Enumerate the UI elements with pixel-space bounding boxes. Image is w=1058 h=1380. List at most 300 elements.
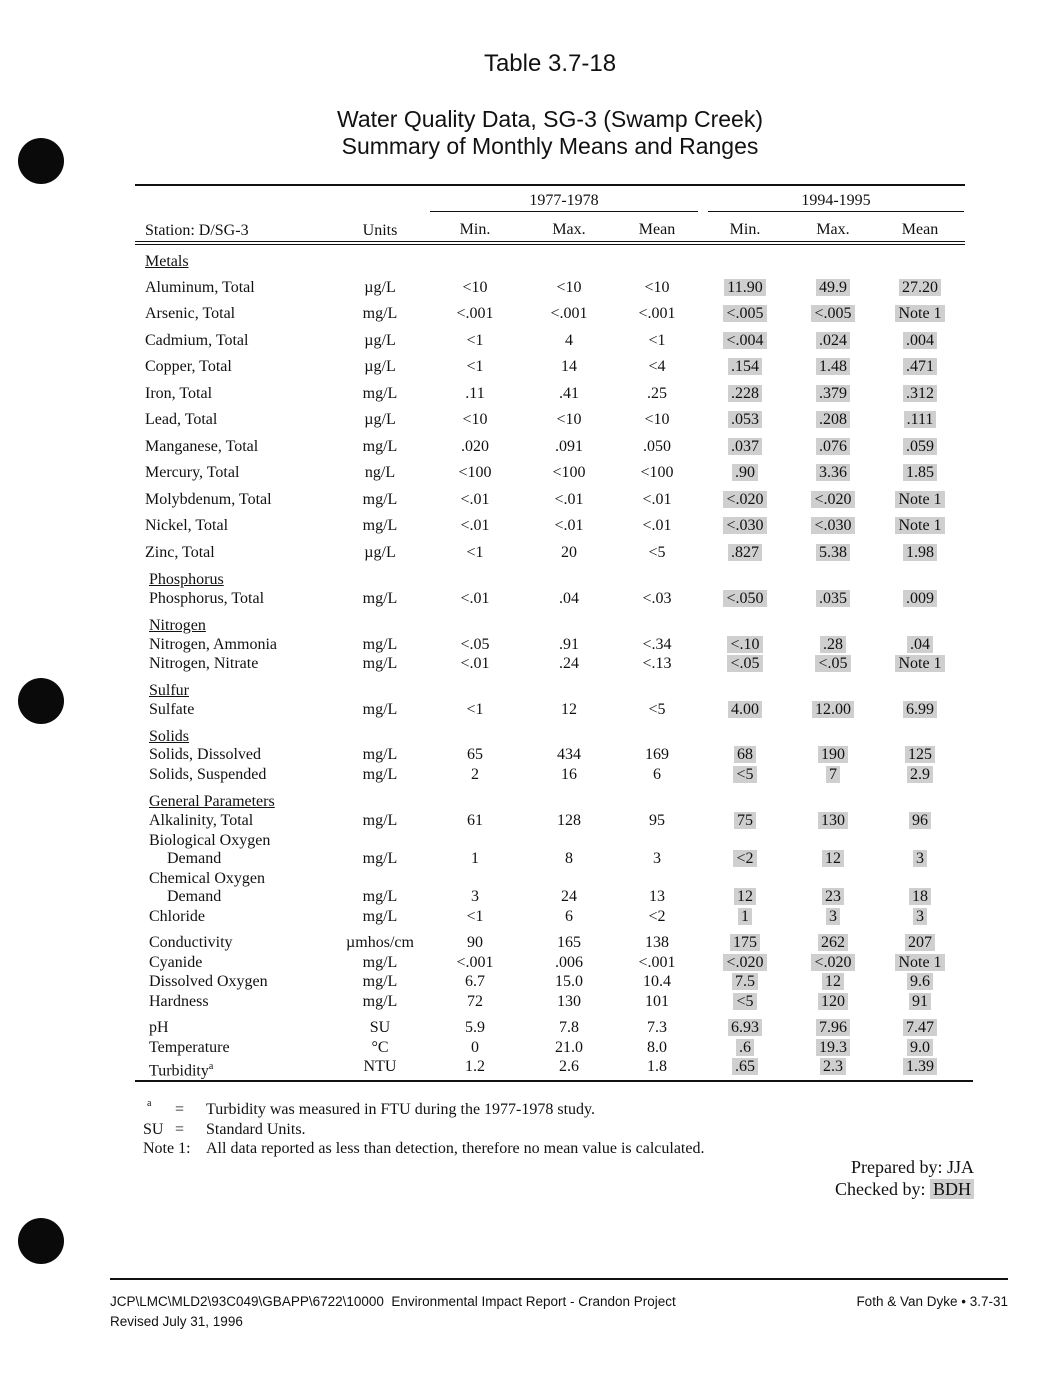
value-text: <.020	[723, 954, 766, 971]
value-text: .91	[559, 636, 579, 653]
row-value	[875, 1039, 965, 1057]
row-label	[149, 973, 268, 991]
value-text: 20	[561, 544, 577, 561]
row-label	[149, 766, 266, 784]
value-text: 7.47	[903, 1019, 937, 1036]
value-text: 12	[734, 888, 756, 905]
value-text: 21.0	[555, 1039, 583, 1056]
row-value	[875, 1019, 965, 1037]
row-value	[612, 812, 702, 830]
row-value	[430, 934, 520, 952]
row-value	[875, 908, 965, 926]
row-value	[788, 517, 878, 535]
value-text: 12.00	[812, 701, 854, 718]
value-text: 8	[565, 850, 573, 867]
value-text: <10	[644, 279, 670, 296]
value-text: .04	[559, 590, 579, 607]
footnote-su-key: SU	[143, 1121, 164, 1138]
value-text: 1.98	[903, 544, 937, 561]
footnote-note1-key: Note 1:	[143, 1140, 191, 1157]
row-value	[788, 973, 878, 991]
row-units: mg/L	[362, 954, 398, 971]
row-units: ng/L	[364, 464, 396, 481]
row-value	[700, 908, 790, 926]
row-label	[149, 832, 270, 850]
value-text: <.01	[554, 517, 584, 534]
row-label-text: Iron, Total	[145, 385, 213, 402]
value-text: .25	[647, 385, 667, 402]
value-text: 75	[734, 812, 756, 829]
row-label	[149, 1019, 169, 1037]
row-label	[149, 954, 202, 972]
row-value	[430, 746, 520, 764]
row-value	[612, 766, 702, 784]
value-text: 9.6	[907, 973, 933, 990]
value-text: 4	[565, 332, 573, 349]
row-value	[612, 850, 702, 868]
row-label-text: Phosphorus, Total	[149, 590, 265, 607]
value-text: .208	[816, 411, 850, 428]
row-value	[612, 464, 702, 482]
value-text: .65	[732, 1058, 758, 1075]
row-label	[145, 305, 235, 323]
row-value	[430, 305, 520, 323]
row-value	[612, 746, 702, 764]
value-text: 1.8	[647, 1058, 667, 1075]
row-value	[788, 385, 878, 403]
row-value	[524, 746, 614, 764]
value-text: 2.9	[907, 766, 933, 783]
value-text: .035	[816, 590, 850, 607]
row-label	[145, 464, 239, 482]
value-text: 7.3	[647, 1019, 667, 1036]
value-text: 61	[467, 812, 483, 829]
footer-title: Environmental Impact Report - Crandon Project	[391, 1294, 676, 1309]
row-label-text: Turbidity	[149, 1062, 209, 1080]
row-value	[612, 332, 702, 350]
row-value	[524, 358, 614, 376]
col-header-max-1977: Max.	[552, 221, 586, 238]
row-value	[612, 908, 702, 926]
row-value	[612, 954, 702, 972]
row-label-text: Arsenic, Total	[145, 305, 236, 322]
row-label-text: Biological Oxygen	[149, 832, 271, 849]
value-text: <10	[556, 411, 582, 428]
value-text: <1	[648, 332, 666, 349]
value-text: <.030	[723, 517, 766, 534]
value-text: 2.6	[559, 1058, 579, 1075]
value-text: 14	[561, 358, 577, 375]
value-text: .006	[555, 954, 583, 971]
checked-by-label: Checked by:	[835, 1179, 926, 1199]
row-value	[612, 544, 702, 562]
value-text: 1.39	[903, 1058, 937, 1075]
value-text: 23	[822, 888, 844, 905]
row-units: mg/L	[362, 908, 398, 925]
row-value	[612, 1039, 702, 1057]
row-value	[700, 850, 790, 868]
row-label	[149, 812, 253, 830]
value-text: .050	[643, 438, 671, 455]
row-value	[524, 888, 614, 906]
row-value	[524, 908, 614, 926]
value-text: <.020	[811, 491, 854, 508]
row-label-text: Mercury, Total	[145, 464, 240, 481]
value-text: 72	[467, 993, 483, 1010]
value-text: 165	[557, 934, 581, 951]
row-value	[612, 701, 702, 719]
row-units: µg/L	[364, 279, 396, 296]
row-value	[700, 279, 790, 297]
row-value	[788, 590, 878, 608]
row-units: mg/L	[362, 766, 398, 783]
row-units: µg/L	[364, 332, 396, 349]
row-value	[700, 332, 790, 350]
value-text: 1	[471, 850, 479, 867]
value-text: 130	[557, 993, 581, 1010]
value-text: 3	[826, 908, 840, 925]
row-value	[788, 411, 878, 429]
row-value	[788, 464, 878, 482]
value-text: 5.38	[816, 544, 850, 561]
value-text: <4	[648, 358, 666, 375]
row-units: mg/L	[362, 850, 398, 867]
value-text: .827	[728, 544, 762, 561]
row-value	[430, 464, 520, 482]
value-text: 434	[557, 746, 581, 763]
row-label-text: Temperature	[149, 1039, 230, 1056]
col-header-mean-1977: Mean	[638, 221, 676, 238]
footnote-a-eq: =	[175, 1101, 185, 1118]
row-label-text: Cadmium, Total	[145, 332, 249, 349]
row-value	[788, 1039, 878, 1057]
value-text: 130	[818, 812, 848, 829]
row-value	[524, 812, 614, 830]
row-value	[700, 934, 790, 952]
row-label-text: Nitrogen, Ammonia	[149, 636, 277, 653]
row-value	[788, 850, 878, 868]
section-heading: Metals	[145, 253, 189, 270]
value-text: 49.9	[816, 279, 850, 296]
value-text: .091	[555, 438, 583, 455]
period-1-rule	[430, 211, 698, 212]
row-units: µmhos/cm	[346, 934, 414, 951]
checked-by-initials: BDH	[930, 1179, 974, 1199]
row-units: mg/L	[362, 701, 398, 718]
row-value	[700, 544, 790, 562]
value-text: 13	[649, 888, 665, 905]
row-label-text: Demand	[167, 850, 222, 867]
row-value	[524, 1019, 614, 1037]
row-value	[524, 1058, 614, 1076]
row-units: mg/L	[362, 305, 398, 322]
row-label-text: Demand	[167, 888, 222, 905]
row-value	[430, 908, 520, 926]
row-value	[524, 973, 614, 991]
col-header-max-1994: Max.	[816, 221, 850, 238]
value-text: 101	[645, 993, 669, 1010]
row-units: mg/L	[362, 438, 398, 455]
value-text: <.01	[642, 491, 672, 508]
row-label-text: Dissolved Oxygen	[149, 973, 268, 990]
value-text: 3.36	[816, 464, 850, 481]
value-text: 5.9	[465, 1019, 485, 1036]
row-value	[788, 655, 878, 673]
footnote-a-key: a	[147, 1098, 152, 1109]
value-text: <5	[733, 993, 756, 1010]
row-label-text: pH	[149, 1019, 169, 1036]
value-text: 138	[645, 934, 669, 951]
row-value	[700, 358, 790, 376]
value-text: 18	[909, 888, 931, 905]
value-text: <10	[462, 411, 488, 428]
row-value	[788, 888, 878, 906]
value-text: .471	[903, 358, 937, 375]
row-units: µg/L	[364, 411, 396, 428]
row-value	[430, 973, 520, 991]
value-text: 95	[649, 812, 665, 829]
row-value	[430, 332, 520, 350]
row-value	[875, 655, 965, 673]
row-value	[875, 766, 965, 784]
value-text: 2.3	[820, 1058, 846, 1075]
row-value	[700, 701, 790, 719]
row-value	[430, 279, 520, 297]
value-text: 65	[467, 746, 483, 763]
value-text: 24	[561, 888, 577, 905]
row-units: mg/L	[362, 746, 398, 763]
row-units: mg/L	[362, 636, 398, 653]
value-text: <.34	[642, 636, 672, 653]
row-value	[612, 888, 702, 906]
value-text: .379	[816, 385, 850, 402]
value-text: 9.0	[907, 1039, 933, 1056]
row-value	[788, 491, 878, 509]
value-text: <.020	[811, 954, 854, 971]
row-value	[524, 655, 614, 673]
value-text: 6.7	[465, 973, 485, 990]
value-text: <.05	[815, 655, 850, 672]
row-value	[788, 1019, 878, 1037]
row-value	[875, 517, 965, 535]
punch-hole-middle	[18, 678, 64, 724]
row-value	[788, 1058, 878, 1076]
row-value	[612, 993, 702, 1011]
row-value	[875, 411, 965, 429]
row-value	[612, 385, 702, 403]
row-label-text: Cyanide	[149, 954, 203, 971]
value-text: 16	[561, 766, 577, 783]
value-text: Note 1	[895, 655, 944, 672]
row-value	[612, 411, 702, 429]
value-text: 15.0	[555, 973, 583, 990]
value-text: 90	[467, 934, 483, 951]
value-text: <.05	[727, 655, 762, 672]
row-value	[875, 544, 965, 562]
section-heading: Nitrogen	[149, 617, 206, 634]
value-text: <1	[466, 544, 484, 561]
row-value	[875, 491, 965, 509]
value-text: .037	[728, 438, 762, 455]
row-label	[145, 385, 212, 403]
row-value	[875, 305, 965, 323]
value-text: .009	[903, 590, 937, 607]
row-value	[524, 385, 614, 403]
row-label	[145, 411, 217, 429]
value-text: <.13	[642, 655, 672, 672]
row-value	[788, 279, 878, 297]
row-value	[875, 888, 965, 906]
row-value	[700, 993, 790, 1011]
row-value	[700, 385, 790, 403]
value-text: <.05	[460, 636, 490, 653]
value-text: .154	[728, 358, 762, 375]
row-value	[430, 993, 520, 1011]
value-text: 1	[738, 908, 752, 925]
row-label	[149, 746, 261, 764]
value-text: 19.3	[816, 1039, 850, 1056]
value-text: 3	[913, 850, 927, 867]
row-label-text: Aluminum, Total	[145, 279, 255, 296]
value-text: .076	[816, 438, 850, 455]
checked-by	[835, 1179, 974, 1200]
value-text: 169	[645, 746, 669, 763]
footer-path	[110, 1294, 676, 1309]
value-text: 7.5	[732, 973, 758, 990]
value-text: <1	[466, 701, 484, 718]
row-label-superscript: a	[208, 1061, 214, 1072]
row-label-text: Solids, Dissolved	[149, 746, 262, 763]
row-value	[612, 655, 702, 673]
value-text: 8.0	[647, 1039, 667, 1056]
prepared-by: Prepared by: JJA	[851, 1157, 974, 1177]
section-heading: General Parameters	[149, 793, 275, 810]
row-value	[700, 305, 790, 323]
row-value	[700, 1058, 790, 1076]
row-value	[700, 973, 790, 991]
row-units: mg/L	[362, 655, 398, 672]
row-label-text: Copper, Total	[145, 358, 232, 375]
row-label	[149, 870, 265, 888]
section-heading: Solids	[149, 728, 190, 745]
row-label	[149, 1039, 230, 1057]
value-text: .228	[728, 385, 762, 402]
value-text: 12	[561, 701, 577, 718]
value-text: <.005	[723, 305, 766, 322]
row-label	[149, 993, 209, 1011]
value-text: <.020	[723, 491, 766, 508]
row-units: mg/L	[362, 973, 398, 990]
row-value	[700, 438, 790, 456]
row-value	[612, 934, 702, 952]
row-value	[430, 1058, 520, 1076]
row-units: SU	[369, 1019, 391, 1036]
row-label	[167, 888, 221, 906]
value-text: <.001	[456, 305, 494, 322]
value-text: 12	[822, 850, 844, 867]
value-text: .111	[904, 411, 937, 428]
row-value	[524, 590, 614, 608]
row-value	[875, 464, 965, 482]
value-text: Note 1	[895, 517, 944, 534]
footer-path-text: JCP\LMC\MLD2\93C049\GBAPP\6722\10000	[110, 1294, 384, 1309]
value-text: <.050	[723, 590, 766, 607]
row-value	[430, 1039, 520, 1057]
row-value	[875, 746, 965, 764]
value-text: <.01	[460, 491, 490, 508]
value-text: 68	[734, 746, 756, 763]
table-subtitle-line2: Summary of Monthly Means and Ranges	[341, 133, 759, 159]
value-text: .24	[559, 655, 579, 672]
row-value	[788, 701, 878, 719]
value-text: <1	[466, 332, 484, 349]
value-text: 7.8	[559, 1019, 579, 1036]
row-value	[524, 438, 614, 456]
row-value	[875, 590, 965, 608]
row-value	[875, 701, 965, 719]
row-units: mg/L	[362, 385, 398, 402]
row-value	[430, 411, 520, 429]
row-value	[524, 766, 614, 784]
row-units: °C	[371, 1039, 389, 1056]
value-text: 6	[653, 766, 661, 783]
table-bottom-rule	[135, 1080, 973, 1082]
row-value	[700, 954, 790, 972]
value-text: 7.96	[816, 1019, 850, 1036]
row-value	[524, 279, 614, 297]
row-value	[612, 973, 702, 991]
row-label-text: Alkalinity, Total	[149, 812, 254, 829]
row-units: mg/L	[362, 888, 398, 905]
row-value	[430, 491, 520, 509]
row-value	[700, 746, 790, 764]
value-text: 4.00	[728, 701, 762, 718]
period-2-rule	[708, 211, 964, 212]
row-value	[430, 438, 520, 456]
value-text: .41	[559, 385, 579, 402]
value-text: 0	[471, 1039, 479, 1056]
punch-hole-bottom	[18, 1218, 64, 1264]
row-value	[612, 438, 702, 456]
row-label	[149, 636, 277, 654]
row-value	[788, 544, 878, 562]
value-text: 3	[913, 908, 927, 925]
footer-right: Foth & Van Dyke • 3.7-31	[856, 1294, 1008, 1309]
row-label	[149, 590, 264, 608]
value-text: 128	[557, 812, 581, 829]
footer-rule	[110, 1278, 1008, 1280]
value-text: .020	[461, 438, 489, 455]
value-text: 3	[653, 850, 661, 867]
row-value	[524, 1039, 614, 1057]
row-value	[524, 934, 614, 952]
value-text: 1.2	[465, 1058, 485, 1075]
row-value	[430, 655, 520, 673]
value-text: <2	[733, 850, 756, 867]
row-units: µg/L	[364, 358, 396, 375]
footer-revised: Revised July 31, 1996	[110, 1314, 243, 1329]
value-text: .312	[903, 385, 937, 402]
row-value	[788, 766, 878, 784]
row-value	[875, 438, 965, 456]
value-text: <.001	[638, 954, 676, 971]
value-text: <.10	[727, 636, 762, 653]
row-label	[167, 850, 221, 868]
period-1-header: 1977-1978	[529, 192, 599, 209]
row-label-text: Chloride	[149, 908, 205, 925]
value-text: 1.85	[903, 464, 937, 481]
value-text: .04	[907, 636, 933, 653]
